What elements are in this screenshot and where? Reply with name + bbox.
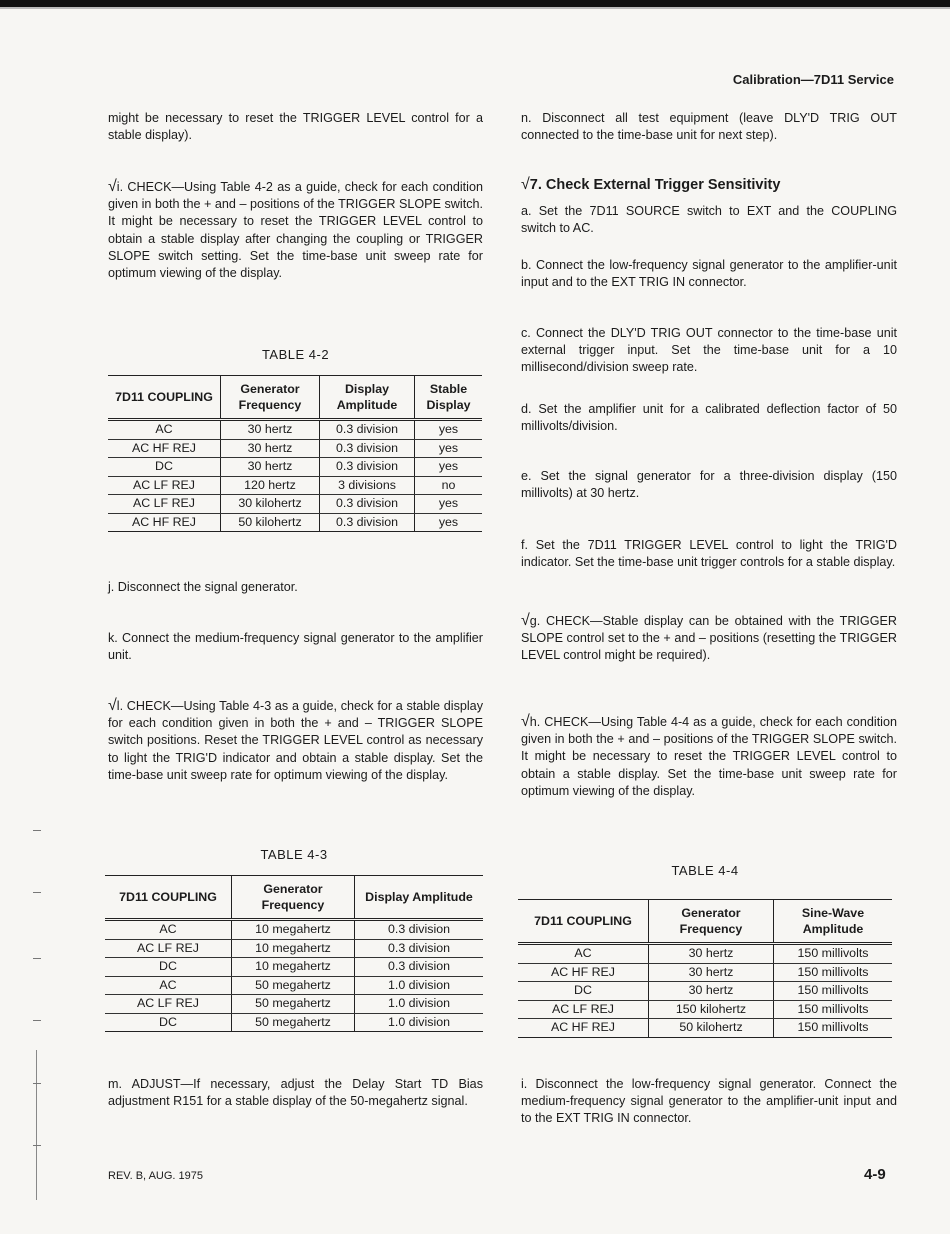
table-row (518, 982, 892, 1001)
table-header: Display Amplitude (320, 376, 415, 420)
checkmark-icon: √ (108, 697, 117, 714)
para-i-check (108, 178, 483, 282)
table-4-3 (105, 875, 483, 1032)
margin-tick (33, 830, 41, 831)
para-i-right-text: i. Disconnect the low-frequency signal generator. Connect the medium-frequency signal generator to the amplifier-unit input and to the EXT TRIG IN connector. (521, 1077, 897, 1126)
table-row (105, 995, 483, 1014)
para-c-text: c. Connect the DLY'D TRIG OUT connector to the time-base unit external trigger input. Set the time-base unit for a 10 millisecond/division sweep rate. (521, 326, 897, 375)
table-cell: 50 kilohertz (221, 513, 320, 532)
table-4-2 (108, 375, 482, 532)
table-cell: yes (415, 495, 483, 514)
table-cell: 50 megahertz (232, 1013, 355, 1032)
para-e (521, 468, 897, 502)
table-row (518, 1019, 892, 1038)
table-cell: AC LF REJ (108, 495, 221, 514)
table-cell: AC (105, 976, 232, 995)
table-cell: 1.0 division (355, 995, 484, 1014)
para-k (108, 630, 483, 664)
table-cell: yes (415, 420, 483, 440)
table-cell: 30 hertz (221, 458, 320, 477)
table-cell: AC LF REJ (108, 476, 221, 495)
para-f (521, 537, 897, 571)
table-cell: AC (108, 420, 221, 440)
para-e-text: e. Set the signal generator for a three-division display (150 millivolts) at 30 hertz. (521, 469, 897, 501)
table-4-4-title: TABLE 4-4 (671, 863, 739, 878)
table-cell: AC (105, 920, 232, 940)
table-cell: 120 hertz (221, 476, 320, 495)
para-j (108, 579, 483, 596)
table-row (105, 958, 483, 977)
revision-note: REV. B, AUG. 1975 (108, 1170, 203, 1182)
table-cell: 150 millivolts (774, 944, 893, 964)
checkmark-icon: √ (521, 612, 530, 629)
table-cell: yes (415, 513, 483, 532)
para-g-check (521, 612, 897, 665)
para-b (521, 257, 897, 291)
para-n (521, 110, 897, 144)
para-h-text: h. CHECK—Using Table 4-4 as a guide, check for each condition given in both the + and – positions of the TRIGGER SLOPE switch. It might be necessary to reset the TRIGGER LEVEL control to obtain a stable display. Set the time-base unit sweep rate for optimum viewing of the display. (521, 715, 897, 798)
para-i-right (521, 1076, 897, 1128)
para-m-text: m. ADJUST—If necessary, adjust the Delay Start TD Bias adjustment R151 for a stable display of the 50-megahertz signal. (108, 1077, 483, 1109)
checkmark-icon: √ (108, 178, 117, 195)
para-m (108, 1076, 483, 1110)
table-header: Display Amplitude (355, 876, 484, 920)
margin-binding-line (36, 1050, 37, 1200)
table-row (518, 1000, 892, 1019)
table-cell: AC (518, 944, 649, 964)
table-cell: 1.0 division (355, 976, 484, 995)
table-4-3-title: TABLE 4-3 (260, 847, 328, 862)
table-row (108, 439, 482, 458)
table-cell: yes (415, 439, 483, 458)
para-g-text: g. CHECK—Stable display can be obtained with the TRIGGER SLOPE control set to the + and – positions (resetting the TRIGGER LEVEL control might be required). (521, 614, 897, 663)
margin-tick (33, 892, 41, 893)
table-cell: 0.3 division (320, 420, 415, 440)
table-cell: 150 millivolts (774, 1000, 893, 1019)
table-header: Stable Display (415, 376, 483, 420)
table-cell: 10 megahertz (232, 939, 355, 958)
page-number: 4-9 (864, 1166, 886, 1183)
table-cell: 150 millivolts (774, 1019, 893, 1038)
table-cell: 0.3 division (320, 439, 415, 458)
table-row (105, 976, 483, 995)
para-l-text: l. CHECK—Using Table 4-3 as a guide, check for a stable display for each condition given in both the + and – TRIGGER SLOPE switch positions. Reset the TRIGGER LEVEL control as necessary to light the TRIG'D indicator and obtain a stable display. Set the time-base unit sweep rate for optimum viewing of the display. (108, 699, 483, 782)
para-k-text: k. Connect the medium-frequency signal generator to the amplifier unit. (108, 631, 483, 663)
para-i-text: i. CHECK—Using Table 4-2 as a guide, check for each condition given in both the + and – positions of the TRIGGER SLOPE switch. It might be necessary to reset the TRIGGER LEVEL control to obtain a stable display after changing the coupling or TRIGGER SLOPE switch setting. Set the time-base unit sweep rate for optimum viewing of the display. (108, 180, 483, 281)
table-cell: 0.3 division (355, 939, 484, 958)
table-cell: yes (415, 458, 483, 477)
table-cell: 30 hertz (649, 944, 774, 964)
table-cell: 50 megahertz (232, 976, 355, 995)
top-border-shadow (0, 7, 950, 9)
table-cell: AC LF REJ (105, 939, 232, 958)
table-header: Generator Frequency (232, 876, 355, 920)
table-header: Sine-Wave Amplitude (774, 900, 893, 944)
table-cell: AC HF REJ (518, 1019, 649, 1038)
para-n-text: n. Disconnect all test equipment (leave DLY'D TRIG OUT connected to the time-base unit for next step). (521, 111, 897, 143)
table-header: Generator Frequency (649, 900, 774, 944)
para-f-text: f. Set the 7D11 TRIGGER LEVEL control to light the TRIG'D indicator. Set the time-base unit trigger controls for a stable display. (521, 538, 897, 570)
margin-tick (33, 958, 41, 959)
table-cell: no (415, 476, 483, 495)
table-cell: 150 kilohertz (649, 1000, 774, 1019)
table-cell: AC HF REJ (108, 439, 221, 458)
table-4-4-block (518, 862, 892, 1038)
table-cell: 30 hertz (649, 963, 774, 982)
top-border (0, 0, 950, 7)
table-header: 7D11 COUPLING (105, 876, 232, 920)
table-row (518, 963, 892, 982)
table-cell: 0.3 division (320, 458, 415, 477)
table-row (108, 476, 482, 495)
table-cell: AC LF REJ (518, 1000, 649, 1019)
para-d-text: d. Set the amplifier unit for a calibrated deflection factor of 50 millivolts/division. (521, 402, 897, 434)
para-a (521, 203, 897, 237)
table-row (105, 939, 483, 958)
table-4-2-title: TABLE 4-2 (261, 347, 330, 362)
table-cell: 50 kilohertz (649, 1019, 774, 1038)
para-a-text: a. Set the 7D11 SOURCE switch to EXT and the COUPLING switch to AC. (521, 204, 897, 236)
table-row (518, 944, 892, 964)
table-row (108, 420, 482, 440)
table-cell: AC HF REJ (108, 513, 221, 532)
table-cell: 10 megahertz (232, 958, 355, 977)
table-cell: 30 hertz (221, 439, 320, 458)
para-l-check (108, 697, 483, 784)
table-cell: DC (105, 958, 232, 977)
margin-tick (33, 1145, 41, 1146)
table-row (105, 1013, 483, 1032)
table-cell: DC (105, 1013, 232, 1032)
table-cell: 30 hertz (221, 420, 320, 440)
table-row (108, 513, 482, 532)
table-row (108, 458, 482, 477)
running-header: Calibration—7D11 Service (732, 72, 894, 87)
table-header: 7D11 COUPLING (108, 376, 221, 420)
para-j-text: j. Disconnect the signal generator. (108, 580, 298, 594)
para-b-text: b. Connect the low-frequency signal generator to the amplifier-unit input and to the EXT TRIG IN connector. (521, 258, 897, 290)
margin-tick (33, 1083, 41, 1084)
table-cell: 150 millivolts (774, 982, 893, 1001)
left-column (108, 110, 483, 144)
table-cell: 30 hertz (649, 982, 774, 1001)
step-7-title: 7. Check External Trigger Sensitivity (529, 177, 781, 193)
table-cell: AC HF REJ (518, 963, 649, 982)
para-d (521, 401, 897, 435)
table-cell: 30 kilohertz (221, 495, 320, 514)
table-cell: 0.3 division (320, 495, 415, 514)
table-cell: 1.0 division (355, 1013, 484, 1032)
table-cell: DC (108, 458, 221, 477)
margin-tick (33, 1020, 41, 1021)
para-c (521, 325, 897, 377)
table-cell: 10 megahertz (232, 920, 355, 940)
table-cell: 150 millivolts (774, 963, 893, 982)
table-row (105, 920, 483, 940)
table-cell: 0.3 division (320, 513, 415, 532)
checkmark-icon: √ (521, 176, 530, 193)
table-header: 7D11 COUPLING (518, 900, 649, 944)
checkmark-icon: √ (521, 713, 530, 730)
table-cell: 0.3 division (355, 958, 484, 977)
para-h-check (521, 713, 897, 800)
table-cell: 3 divisions (320, 476, 415, 495)
table-4-4 (518, 899, 892, 1038)
table-4-2-block (108, 346, 483, 532)
table-cell: 50 megahertz (232, 995, 355, 1014)
table-cell: 0.3 division (355, 920, 484, 940)
table-row (108, 495, 482, 514)
table-4-3-block (105, 846, 483, 1032)
table-cell: AC LF REJ (105, 995, 232, 1014)
step-7-heading (521, 176, 897, 194)
table-header: Generator Frequency (221, 376, 320, 420)
para-continuation: might be necessary to reset the TRIGGER LEVEL control for a stable display). (108, 111, 483, 143)
table-cell: DC (518, 982, 649, 1001)
